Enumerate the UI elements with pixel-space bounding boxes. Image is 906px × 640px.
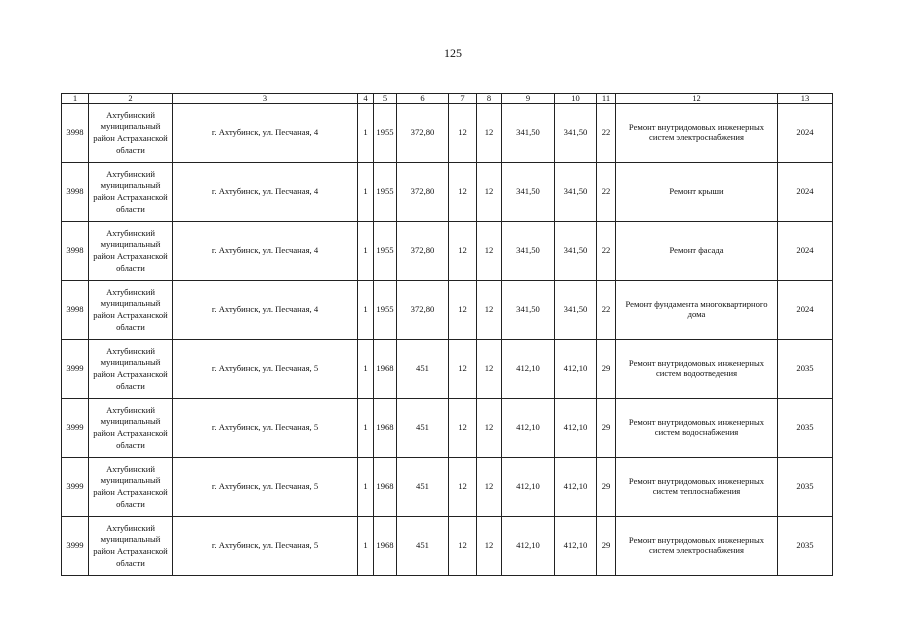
area-10-cell: 341,50 [555,104,597,163]
area-9-cell: 412,10 [502,458,555,517]
year-built-cell: 1968 [374,340,397,399]
repair-work-cell: Ремонт фундамента многоквартирного дома [616,281,778,340]
residents-cell: 29 [597,458,616,517]
column-header: 11 [597,94,616,104]
total-area-cell: 451 [397,517,449,576]
house-id-cell: 3999 [62,458,89,517]
repair-work-cell: Ремонт внутридомовых инженерных систем теплоснабжения [616,458,778,517]
column-header: 5 [374,94,397,104]
year-built-cell: 1955 [374,222,397,281]
year-built-cell: 1955 [374,163,397,222]
year-built-cell: 1968 [374,458,397,517]
total-area-cell: 372,80 [397,163,449,222]
table-row [62,340,833,399]
planned-year-cell: 2024 [778,222,833,281]
house-id-cell: 3998 [62,163,89,222]
house-id-cell: 3999 [62,340,89,399]
count-cell: 1 [358,458,374,517]
table-body [62,94,833,576]
col8-cell: 12 [477,340,502,399]
repair-work-cell: Ремонт внутридомовых инженерных систем электроснабжения [616,517,778,576]
col8-cell: 12 [477,517,502,576]
house-id-cell: 3998 [62,281,89,340]
count-cell: 1 [358,517,374,576]
address-cell: г. Ахтубинск, ул. Песчаная, 5 [173,399,358,458]
residents-cell: 29 [597,340,616,399]
address-cell: г. Ахтубинск, ул. Песчаная, 4 [173,281,358,340]
area-9-cell: 341,50 [502,281,555,340]
residents-cell: 22 [597,222,616,281]
page-number: 125 [444,46,462,60]
planned-year-cell: 2035 [778,458,833,517]
table-row [62,458,833,517]
house-id-cell: 3999 [62,399,89,458]
year-built-cell: 1955 [374,281,397,340]
col7-cell: 12 [449,104,477,163]
area-9-cell: 412,10 [502,517,555,576]
column-header: 6 [397,94,449,104]
column-header: 4 [358,94,374,104]
house-id-cell: 3999 [62,517,89,576]
district-cell: Ахтубинский муниципальный район Астраханской области [89,517,173,576]
count-cell: 1 [358,340,374,399]
area-9-cell: 341,50 [502,222,555,281]
planned-year-cell: 2024 [778,163,833,222]
column-header: 13 [778,94,833,104]
table-row [62,517,833,576]
area-9-cell: 341,50 [502,104,555,163]
table-row [62,104,833,163]
house-id-cell: 3998 [62,104,89,163]
residents-cell: 22 [597,281,616,340]
district-cell: Ахтубинский муниципальный район Астраханской области [89,458,173,517]
col7-cell: 12 [449,458,477,517]
address-cell: г. Ахтубинск, ул. Песчаная, 5 [173,340,358,399]
total-area-cell: 372,80 [397,104,449,163]
year-built-cell: 1955 [374,104,397,163]
col8-cell: 12 [477,104,502,163]
table-row [62,222,833,281]
col8-cell: 12 [477,281,502,340]
col7-cell: 12 [449,399,477,458]
area-9-cell: 412,10 [502,399,555,458]
district-cell: Ахтубинский муниципальный район Астраханской области [89,340,173,399]
area-10-cell: 341,50 [555,163,597,222]
house-id-cell: 3998 [62,222,89,281]
repair-work-cell: Ремонт внутридомовых инженерных систем водоснабжения [616,399,778,458]
repair-work-cell: Ремонт фасада [616,222,778,281]
residents-cell: 22 [597,163,616,222]
residents-cell: 22 [597,104,616,163]
address-cell: г. Ахтубинск, ул. Песчаная, 4 [173,222,358,281]
area-10-cell: 412,10 [555,340,597,399]
district-cell: Ахтубинский муниципальный район Астраханской области [89,222,173,281]
district-cell: Ахтубинский муниципальный район Астраханской области [89,104,173,163]
column-header: 9 [502,94,555,104]
col7-cell: 12 [449,340,477,399]
district-cell: Ахтубинский муниципальный район Астраханской области [89,281,173,340]
column-header: 8 [477,94,502,104]
table-row [62,399,833,458]
column-header: 1 [62,94,89,104]
district-cell: Ахтубинский муниципальный район Астраханской области [89,399,173,458]
area-10-cell: 412,10 [555,458,597,517]
table-row [62,281,833,340]
total-area-cell: 372,80 [397,222,449,281]
col8-cell: 12 [477,163,502,222]
repair-work-cell: Ремонт внутридомовых инженерных систем электроснабжения [616,104,778,163]
total-area-cell: 451 [397,458,449,517]
planned-year-cell: 2035 [778,399,833,458]
count-cell: 1 [358,163,374,222]
planned-year-cell: 2035 [778,340,833,399]
area-10-cell: 412,10 [555,517,597,576]
count-cell: 1 [358,104,374,163]
total-area-cell: 451 [397,399,449,458]
column-header: 7 [449,94,477,104]
col8-cell: 12 [477,458,502,517]
column-header: 2 [89,94,173,104]
col7-cell: 12 [449,163,477,222]
district-cell: Ахтубинский муниципальный район Астраханской области [89,163,173,222]
column-number-header-row [62,94,833,104]
area-9-cell: 341,50 [502,163,555,222]
col7-cell: 12 [449,281,477,340]
count-cell: 1 [358,399,374,458]
area-9-cell: 412,10 [502,340,555,399]
planned-year-cell: 2024 [778,281,833,340]
col7-cell: 12 [449,517,477,576]
count-cell: 1 [358,222,374,281]
repair-work-cell: Ремонт внутридомовых инженерных систем водоотведения [616,340,778,399]
housing-repair-table [61,93,833,576]
repair-work-cell: Ремонт крыши [616,163,778,222]
col7-cell: 12 [449,222,477,281]
area-10-cell: 341,50 [555,222,597,281]
address-cell: г. Ахтубинск, ул. Песчаная, 5 [173,458,358,517]
col8-cell: 12 [477,399,502,458]
year-built-cell: 1968 [374,399,397,458]
column-header: 12 [616,94,778,104]
count-cell: 1 [358,281,374,340]
address-cell: г. Ахтубинск, ул. Песчаная, 4 [173,163,358,222]
year-built-cell: 1968 [374,517,397,576]
total-area-cell: 451 [397,340,449,399]
col8-cell: 12 [477,222,502,281]
column-header: 10 [555,94,597,104]
planned-year-cell: 2035 [778,517,833,576]
area-10-cell: 412,10 [555,399,597,458]
area-10-cell: 341,50 [555,281,597,340]
residents-cell: 29 [597,517,616,576]
address-cell: г. Ахтубинск, ул. Песчаная, 5 [173,517,358,576]
column-header: 3 [173,94,358,104]
residents-cell: 29 [597,399,616,458]
planned-year-cell: 2024 [778,104,833,163]
total-area-cell: 372,80 [397,281,449,340]
table-row [62,163,833,222]
address-cell: г. Ахтубинск, ул. Песчаная, 4 [173,104,358,163]
